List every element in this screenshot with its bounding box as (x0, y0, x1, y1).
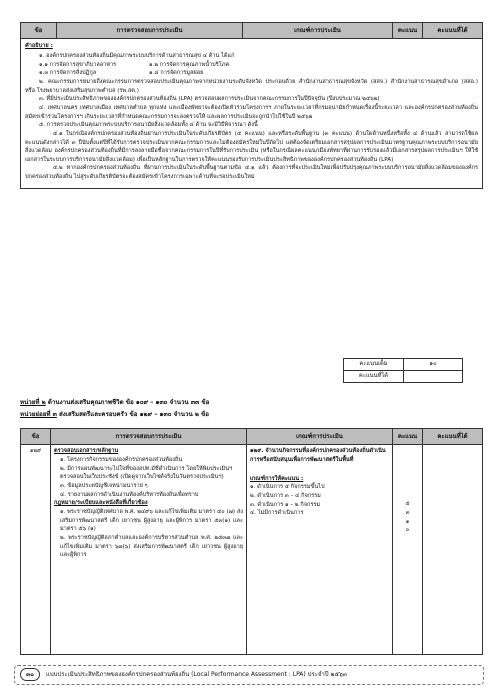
row-number: ๑๒๙ (21, 445, 51, 655)
sub-item: ๑.๔ การจัดการมูลฝอย (149, 70, 204, 77)
assessment-table-2 (20, 428, 482, 655)
notes-paragraph: ๕.๑ ในกรณีองค์กรปกครองส่วนท้องถิ่นผ่านการประเมินในระดับเกียรติบัตร (๕ คะแนน) และหรือระดับพื้นฐาน (๓ คะแนน) ด้านใดด้านหนึ่งหรือทั้ง ๔ ด้านแล้ว สามารถใช้ผลคะแนนดังกล่าวได้ ๓ ปีนับตั้งแต่ปีที่ได้รับการตรวจประเมินจากคณะกรรมการและไม่ต้องสมัครใหม่ในปีถัดไป แต่ต้องจัดเตรียมเอกสารสรุปผลการประเมินมาตรฐานคุณภาพระบบบริการอนามัยสิ่งแวดล้อม องค์กรปกครองส่วนท้องถิ่นที่มีการลงลายมือชื่อจากคณะกรรมการในปีที่รับการประเมิน (หรือในกรณีผลคะแนน/เมืองพัทยาทีผ่านการรับรองแล้วมีเอกสารสรุปผลการประเมินฯ ให้ใช้เอกสารในระบบการบริการอนามัยสิ่งแวดล้อม) เพื่อเป็นหลักฐานในการตรวจให้คะแนนรองรับการประเมินประสิทธิภาพขององค์กรปกครองส่วนท้องถิ่น (LPA) (25, 130, 478, 163)
got-score-label: คะแนนที่ได้ (344, 371, 404, 383)
criteria-subtitle: เกณฑ์การให้คะแนน : (250, 475, 304, 482)
criteria-cell (247, 445, 393, 655)
score-got-cell (423, 445, 483, 655)
notes-paragraph: ๕.๒ หากองค์กรปกครองส่วนท้องถิ่น ที่ผ่านการประเมินในระดับพื้นฐานตามข้อ ๕.๑ แล้ว ต้องการที่จะประเมินใหม่เพื่อปรับปรุงคุณภาพระบบบริการอนามัยสิ่งแวดล้อมขององค์กรปกครองส่วนท้องถิ่น ไปสู่ระดับเกียรติบัตรจะต้องสมัครเข้าโครงการเฉพาะด้านที่จะรอประเมินใหม่ (25, 165, 478, 181)
header-score: คะแนน (393, 429, 423, 445)
criteria-title: ๑๒๙. จำนวนกิจกรรมที่องค์กรปกครองส่วนท้องถิ่นดำเนินการหรือสนับสนุนเพื่อการพัฒนาสตรีในพื้นที่ (250, 448, 386, 463)
header-criteria: เกณฑ์การประเมิน (243, 23, 393, 39)
header-criteria: เกณฑ์การประเมิน (247, 429, 393, 445)
unit-text: ด้านงานส่งเสริมคุณภาพชีวิต ข้อ ๑๐๙ – ๑๓๐ จำนวน ๓๓ ข้อ (45, 399, 210, 406)
criteria-level: ๒. ดำเนินการ ๓ – ๔ กิจกรรม (250, 492, 321, 499)
criteria-level: ๑. ดำเนินการ ๕ กิจกรรมขึ้นไป (250, 484, 325, 491)
notes-paragraph: ๕. การตรวจประเมินคุณภาพระบบบริการอนามัยสิ่งแวดล้อมทั้ง ๔ ด้าน จะมีวิธีพิจารณา ดังนี้ (39, 122, 258, 129)
level-score: ๓ (405, 509, 410, 516)
score-summary-box (343, 358, 463, 383)
check-item: ๓. ข้อมูลประตบัญชีเจหน่ามนาราย ๆ (60, 482, 148, 489)
header-no: ข้อ (21, 429, 51, 445)
level-score: ๐ (405, 527, 410, 534)
law-item: ๒. พระราชบัญญัติสภาตำบลและองค์การบริหารส่วนตำบล พ.ศ. ๒๕๓๗ และแก้ไขเพิ่มเติม มาตรา ๖๗(๖) ส่งเสริมการพัฒนาสตรี เด็ก เยาวชน ผู้สูงอายุ และผู้พิการ (60, 534, 243, 559)
header-score: คะแนน (393, 23, 423, 39)
header-score-got: คะแนนที่ได้ (423, 23, 483, 39)
page-footer (20, 668, 482, 681)
sub-item: ๑.๑ การจัดการสุขาภิบาลอาหาร (39, 61, 117, 68)
level-score: ๕ (405, 501, 410, 508)
header-no: ข้อ (21, 23, 57, 39)
law-title: กฎหมาย/ระเบียบและหนังสือที่เกี่ยวข้อง (54, 500, 148, 507)
score-cell (393, 445, 423, 655)
criteria-level: ๓. ดำเนินการ ๑ – ๒ กิจกรรม (250, 501, 321, 508)
notes-paragraph: ๔. เทศบาลนคร เทศบาลเมือง เทศบาลตำบล ทุกแห่ง และเมืองพัทยาจะต้องเปิดหัวร่วมโครงการฯ ภายในระยะเวลาที่กรมอนามัยกำหนดเรื่องนี้ระยะเวลา และองค์กรปกครองส่วนท้องถิ่น สมัครเข้าร่วมโครงการฯ เกินระยะเวลาที่กำหนดคณะกรรมการจะลงตรวจให้ และผลการประเมินจะถูกนำไปใช้ในปี ๒๕๖๒ (25, 104, 478, 120)
page-number: ๓๐ (20, 668, 40, 681)
full-score-value: ๑๐ (404, 359, 463, 371)
full-score-label: คะแนนเต็ม (344, 359, 404, 371)
table-1 (20, 22, 483, 189)
law-item: ๑. พระราชบัญญัติเทศบาล พ.ศ. ๒๔๙๖ และแก้ไขเพิ่มเติม มาตรา ๕๐ (๗) ส่งเสริมการพัฒนาสตรี เด็ก เยาวชน ผู้สูงอายุ และผู้พิการ มาตรา ๕๓(๑) และมาตรา ๕๖ (๑) (60, 508, 243, 533)
criteria-level: ๔. ไม่มีการดำเนินการ (250, 510, 304, 517)
table-1-header-row (21, 23, 483, 39)
notes-cell (21, 39, 483, 189)
header-item: การตรวจสอบการประเมิน (51, 429, 247, 445)
header-item: การตรวจสอบการประเมิน (57, 23, 243, 39)
assessment-table-1 (20, 22, 482, 189)
notes-paragraph: ๒. คณะกรรมการหมายถึงคณะกรรมการตรวจสอบประเมินคุณภาพจากหน่วยงานระดับจังหวัด ประกอบด้วย สำนักงานสาธารณสุขจังหวัด (สสจ.) สำนักงานสาธารณสุขอำเภอ (สสอ.) หรือ โรงพยาบาลส่งเสริมสุขภาพตำบล (รพ.สต.) (25, 78, 478, 94)
sub-items-grid (25, 61, 478, 78)
subunit-prefix: หน่วยย่อยที่ ๓ (20, 411, 57, 418)
notes-intro: ๑. องค์กรปกครองส่วนท้องถิ่นมีคุณภาพระบบบริการด้านสาธารณสุข ๔ ด้าน ได้แก่ (39, 52, 235, 59)
notes-paragraph: ๓. ที่มีประเมินประสิทธิภาพขององค์กรปกครองส่วนท้องถิ่น (LPA) ตรวจสอบผลการประเมินจากคณะกรรมการในปีปัจจุบัน (ปีงบประมาณ ๒๕๖๒) (39, 96, 380, 103)
check-item: ๒. มีการแผนพัฒนาระไปใจที่ของอปท.มัชีดำเนินการ โดยให้พิมประเมินฯ ตรวจสอบในเว็บประชังข์ (เปิดดูจากเว็บไซต์จริงในวันตรวจประเมินฯ) (60, 465, 233, 481)
header-score-got: คะแนนที่ได้ (423, 429, 483, 445)
sub-item: ๑.๓ การจัดการสิ่งปฏิกูล (39, 70, 97, 77)
subunit-heading (20, 410, 209, 420)
footer-text: แบบประเมินประสิทธิภาพขององค์กรปกครองส่วนท้องถิ่น (Local Performance Assessment : LPA) ประจำปี ๒๕๖๓ (46, 670, 347, 678)
level-score: ๑ (405, 518, 410, 525)
subunit-text: ส่งเสริมสตรีและครอบครัว ข้อ ๑๒๙ – ๑๓๐ จำนวน ๒ ข้อ (56, 411, 210, 418)
unit-prefix: หน่วยที่ ๒ (20, 399, 46, 406)
table-2-header-row (21, 429, 483, 445)
sub-item: ๑.๒ การจัดการคุณภาพน้ำบริโภค (149, 61, 230, 68)
table-row (21, 445, 483, 655)
got-score-value (404, 371, 463, 383)
check-cell (51, 445, 247, 655)
check-item: ๔. รายงานผลการดำเนินงานท้องค์บริหารท้องถิ่นเพื่อทราบ (60, 491, 199, 498)
notes-title: คำอธิบาย : (25, 43, 53, 50)
unit-heading (20, 398, 209, 408)
check-item: ๑. โครงการกิจกรรมขององค์กรปกครองส่วนท้องถิ่น (60, 456, 183, 463)
check-title: ตรวจสอบเอกสาร/หลักฐาน (54, 448, 119, 455)
table-2 (20, 428, 483, 655)
